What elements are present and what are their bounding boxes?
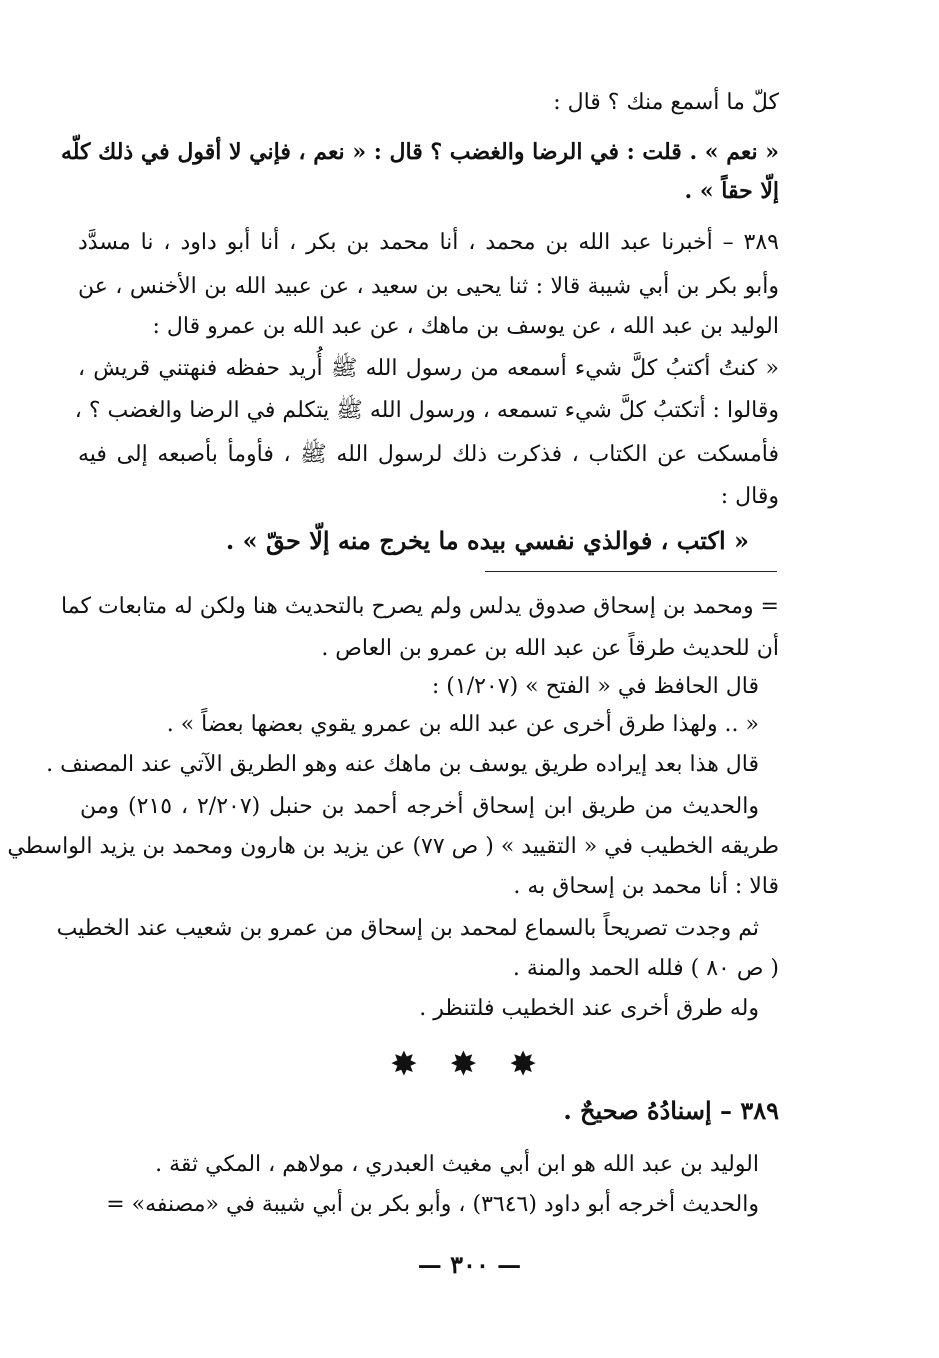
footnote-separator bbox=[485, 571, 777, 572]
footnote-line: وله طرق أخرى عند الخطيب فلتنظر . bbox=[419, 996, 759, 1021]
text-line: إلّا حقاً » . bbox=[684, 178, 779, 204]
commentary-line: والحديث أخرجه أبو داود (٣٦٤٦) ، وأبو بكر بن أبي شيبة في «مصنفه» = bbox=[106, 1192, 759, 1217]
footnote-line: قال الحافظ في « الفتح » (١/٢٠٧) : bbox=[431, 674, 759, 699]
footnote-line: قالا : أنا محمد بن إسحاق به . bbox=[513, 874, 779, 899]
footnote-line: طريقه الخطيب في « التقييد » ( ص ٧٧) عن يزيد بن هارون ومحمد بن يزيد الواسطي bbox=[7, 834, 779, 859]
text-line: كلّ ما أسمع منك ؟ قال : bbox=[553, 90, 779, 115]
text-line: « كنتُ أكتبُ كلَّ شيء أسمعه من رسول الله ﷺ أُريد حفظه فنهتني قريش ، bbox=[78, 356, 779, 381]
commentary-line: الوليد بن عبد الله هو ابن أبي مغيث العبدري ، مولاهم ، المكي ثقة . bbox=[155, 1152, 759, 1177]
text-line: الوليد بن عبد الله ، عن يوسف بن ماهك ، عن عبد الله بن عمرو قال : bbox=[152, 314, 779, 339]
footnote-line: = ومحمد بن إسحاق صدوق يدلس ولم يصرح بالتحديث هنا ولكن له متابعات كما bbox=[61, 594, 779, 619]
footnote-line: ( ص ٨٠ ) فلله الحمد والمنة . bbox=[512, 956, 779, 981]
section-separator-stars: ✸ ✸ ✸ bbox=[391, 1047, 548, 1082]
text-line: فأمسكت عن الكتاب ، فذكرت ذلك لرسول الله ﷺ ، فأومأ بأصبعه إلى فيه bbox=[78, 442, 779, 467]
text-line: وأبو بكر بن أبي شيبة قالا : ثنا يحيى بن سعيد ، عن عبيد الله بن الأخنس ، عن bbox=[78, 274, 779, 299]
text-line: وقال : bbox=[720, 484, 779, 509]
footnote-line: ثم وجدت تصريحاً بالسماع لمحمد بن إسحاق من عمرو بن شعيب عند الخطيب bbox=[56, 916, 759, 941]
text-line: وقالوا : أتكتبُ كلَّ شيء تسمعه ، ورسول الله ﷺ يتكلم في الرضا والغضب ؟ ، bbox=[74, 398, 779, 423]
hadith-389-line: ٣٨٩ – أخبرنا عبد الله بن محمد ، أنا محمد بن بكر ، أنا أبو داود ، نا مسدَّد bbox=[78, 230, 779, 255]
page-number: — ٣٠٠ — bbox=[417, 1250, 522, 1279]
commentary-heading: ٣٨٩ – إسنادُهُ صحيحٌ . bbox=[563, 1096, 779, 1125]
footnote-line: أن للحديث طرقاً عن عبد الله بن عمرو بن العاص . bbox=[321, 636, 779, 661]
footnote-line: قال هذا بعد إيراده طريق يوسف بن ماهك عنه وهو الطريق الآتي عند المصنف . bbox=[46, 752, 759, 777]
hadith-quote: « اكتب ، فوالذي نفسي بيده ما يخرج منه إلّا حقّ » . bbox=[225, 526, 749, 555]
footnote-line: « .. ولهذا طرق أخرى عن عبد الله بن عمرو يقوي بعضها بعضاً » . bbox=[166, 712, 759, 737]
text-line: « نعم » . قلت : في الرضا والغضب ؟ قال : « نعم ، فإني لا أقول في ذلك كلّه bbox=[60, 139, 779, 165]
footnote-line: والحديث من طريق ابن إسحاق أخرجه أحمد بن حنبل (٢/٢٠٧ ، ٢١٥) ومن bbox=[80, 794, 759, 819]
